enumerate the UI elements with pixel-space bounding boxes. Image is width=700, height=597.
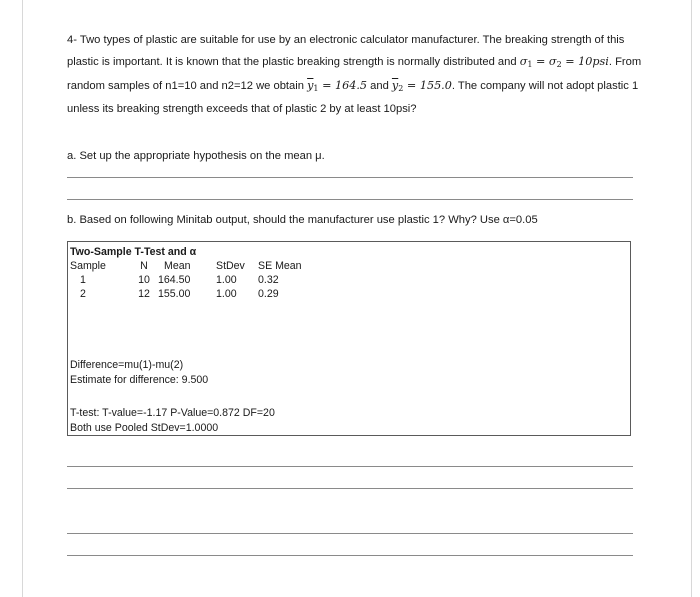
y2-equation: $\overline{y}_2 = 155.0$ [391, 79, 452, 93]
y1-equation: $\overline{y}_1 = 164.5$ [307, 79, 368, 93]
header-mean: Mean [164, 260, 191, 272]
table-row: 2 12 155.00 1.00 0.29 [80, 288, 279, 300]
minitab-title: Two-Sample T-Test and α [70, 246, 197, 258]
table-header-row [70, 259, 318, 273]
answer-line [67, 466, 633, 467]
part-a-prompt: a. Set up the appropriate hypothesis on the mean μ. [67, 150, 325, 162]
header-stdev: StDev [216, 260, 245, 272]
header-se-mean: SE Mean [258, 260, 302, 272]
page-right-edge [691, 0, 692, 597]
minitab-table [70, 259, 318, 301]
page-left-edge [22, 0, 23, 597]
answer-line [67, 177, 633, 178]
minitab-output-box [67, 241, 631, 436]
sigma-equation: $\sigma_1 = \sigma_2 = 10psi$ [519, 55, 609, 69]
table-row: 1 10 164.50 1.00 0.32 [80, 274, 279, 286]
estimate-text: Estimate for difference: 9.500 [70, 374, 209, 386]
header-sample: Sample [70, 260, 106, 272]
difference-text: Difference=mu(1)-mu(2) [70, 359, 184, 371]
answer-line [67, 555, 633, 556]
answer-line [67, 533, 633, 534]
document-content [67, 30, 642, 434]
answer-line [67, 488, 633, 489]
header-n: N [140, 260, 148, 272]
part-b-prompt: b. Based on following Minitab output, should the manufacturer use plastic 1? Why? Use α=0.05 [67, 214, 538, 226]
pooled-text: Both use Pooled StDev=1.0000 [70, 422, 219, 434]
answer-line [67, 199, 633, 200]
question-text: 4- Two types of plastic are suitable for use by an electronic calculator manufacturer. The breaking strength of this plastic is important. It is known that the plastic breaking strength is normally distributed and $\sigma_1 = \sigma_2 = 10psi$. From random samples of n1=10 and n2=12 we obtain $\overline{y}_1 = 164.5$ and $\overline{y}_2 = 155.0$. The company will not adopt plastic 1 unless its breaking strength exceeds that of plastic 2 by at least 10psi? [67, 34, 642, 115]
ttest-text: T-test: T-value=-1.17 P-Value=0.872 DF=20 [70, 407, 275, 419]
